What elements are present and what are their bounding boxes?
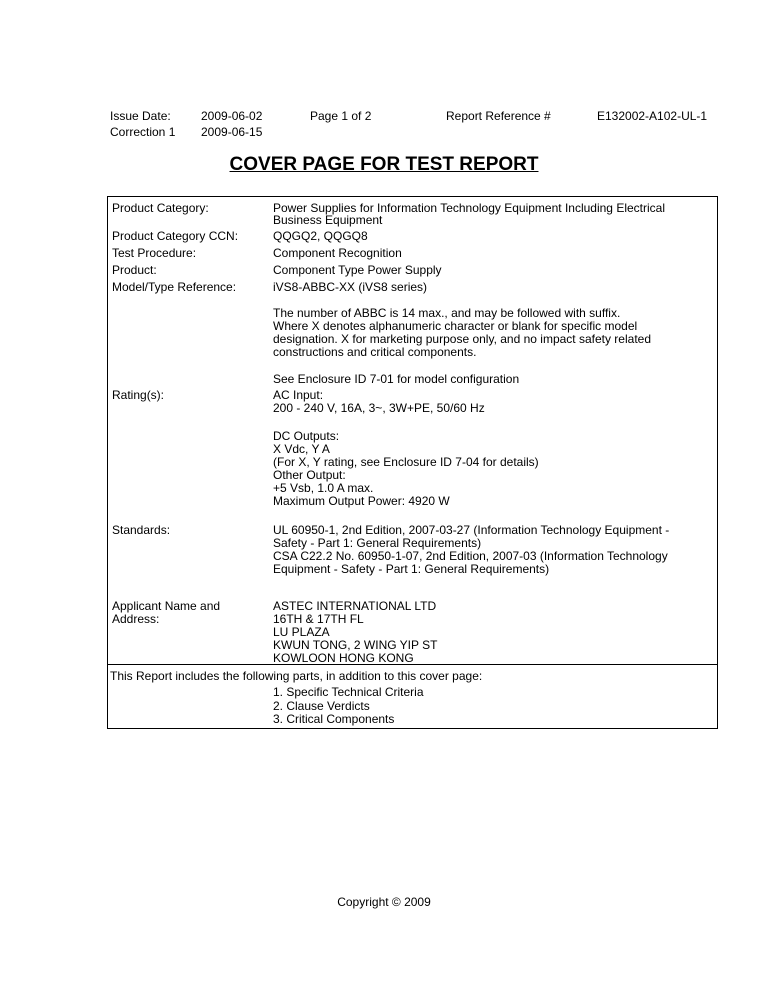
rating-line: +5 Vsb, 1.0 A max. <box>273 481 374 495</box>
report-reference-label: Report Reference # <box>446 109 551 123</box>
applicant-line: LU PLAZA <box>273 625 330 639</box>
model-note-line: Where X denotes alphanumeric character or blank for specific model <box>273 319 638 333</box>
page-title: COVER PAGE FOR TEST REPORT <box>229 154 539 175</box>
model-note-line: designation. X for marketing purpose only, and no impact safety related <box>273 332 651 346</box>
ccn-label: Product Category CCN: <box>112 229 239 243</box>
model-note-line: The number of ABBC is 14 max., and may be followed with suffix. <box>273 306 621 320</box>
model-label: Model/Type Reference: <box>112 280 237 294</box>
rating-line: AC Input: <box>273 388 324 402</box>
test-procedure-value: Component Recognition <box>273 246 402 260</box>
correction-date: 2009-06-15 <box>201 125 263 139</box>
standards-line: Equipment - Safety - Part 1: General Requirements) <box>273 562 550 576</box>
product-category-line-2: Business Equipment <box>273 213 383 227</box>
page-number: Page 1 of 2 <box>310 109 372 123</box>
rating-line: (For X, Y rating, see Enclosure ID 7-04 for details) <box>273 455 539 469</box>
standards-label: Standards: <box>112 523 171 537</box>
product-label: Product: <box>112 263 157 277</box>
product-category-line-1: Power Supplies for Information Technology Equipment Including Electrical <box>273 201 665 215</box>
parts-list-item: 1. Specific Technical Criteria <box>273 685 424 699</box>
standards-line: CSA C22.2 No. 60950-1-07, 2nd Edition, 2007-03 (Information Technology <box>273 549 668 563</box>
test-procedure-label: Test Procedure: <box>112 246 197 260</box>
applicant-line: ASTEC INTERNATIONAL LTD <box>273 599 437 613</box>
rating-line: Other Output: <box>273 468 346 482</box>
parts-list-item: 3. Critical Components <box>273 712 395 726</box>
applicant-line: KWUN TONG, 2 WING YIP ST <box>273 638 438 652</box>
applicant-label: Applicant Name and <box>112 599 221 613</box>
rating-line: 200 - 240 V, 16A, 3~, 3W+PE, 50/60 Hz <box>273 401 485 415</box>
ccn-value: QQGQ2, QQGQ8 <box>273 229 368 243</box>
correction-label: Correction 1 <box>110 125 176 139</box>
product-category-label: Product Category: <box>112 201 209 215</box>
applicant-label: Address: <box>112 612 160 626</box>
applicant-line: KOWLOON HONG KONG <box>273 651 414 665</box>
applicant-line: 16TH & 17TH FL <box>273 612 364 626</box>
rating-line: Maximum Output Power: 4920 W <box>273 494 450 508</box>
issue-date: 2009-06-02 <box>201 109 263 123</box>
rating-line: X Vdc, Y A <box>273 442 330 456</box>
parts-intro: This Report includes the following parts, in addition to this cover page: <box>110 669 483 683</box>
model-note-line: See Enclosure ID 7-01 for model configuration <box>273 372 520 386</box>
product-value: Component Type Power Supply <box>273 263 442 277</box>
model-note-line: constructions and critical components. <box>273 345 477 359</box>
standards-line: Safety - Part 1: General Requirements) <box>273 536 482 550</box>
copyright: Copyright © 2009 <box>337 895 431 909</box>
standards-line: UL 60950-1, 2nd Edition, 2007-03-27 (Information Technology Equipment - <box>273 523 670 537</box>
rating-label: Rating(s): <box>112 388 165 402</box>
parts-list-item: 2. Clause Verdicts <box>273 699 370 713</box>
report-reference: E132002-A102-UL-1 <box>597 109 708 123</box>
issue-date-label: Issue Date: <box>110 109 171 123</box>
model-value: iVS8-ABBC-XX (iVS8 series) <box>273 280 428 294</box>
rating-line: DC Outputs: <box>273 429 340 443</box>
